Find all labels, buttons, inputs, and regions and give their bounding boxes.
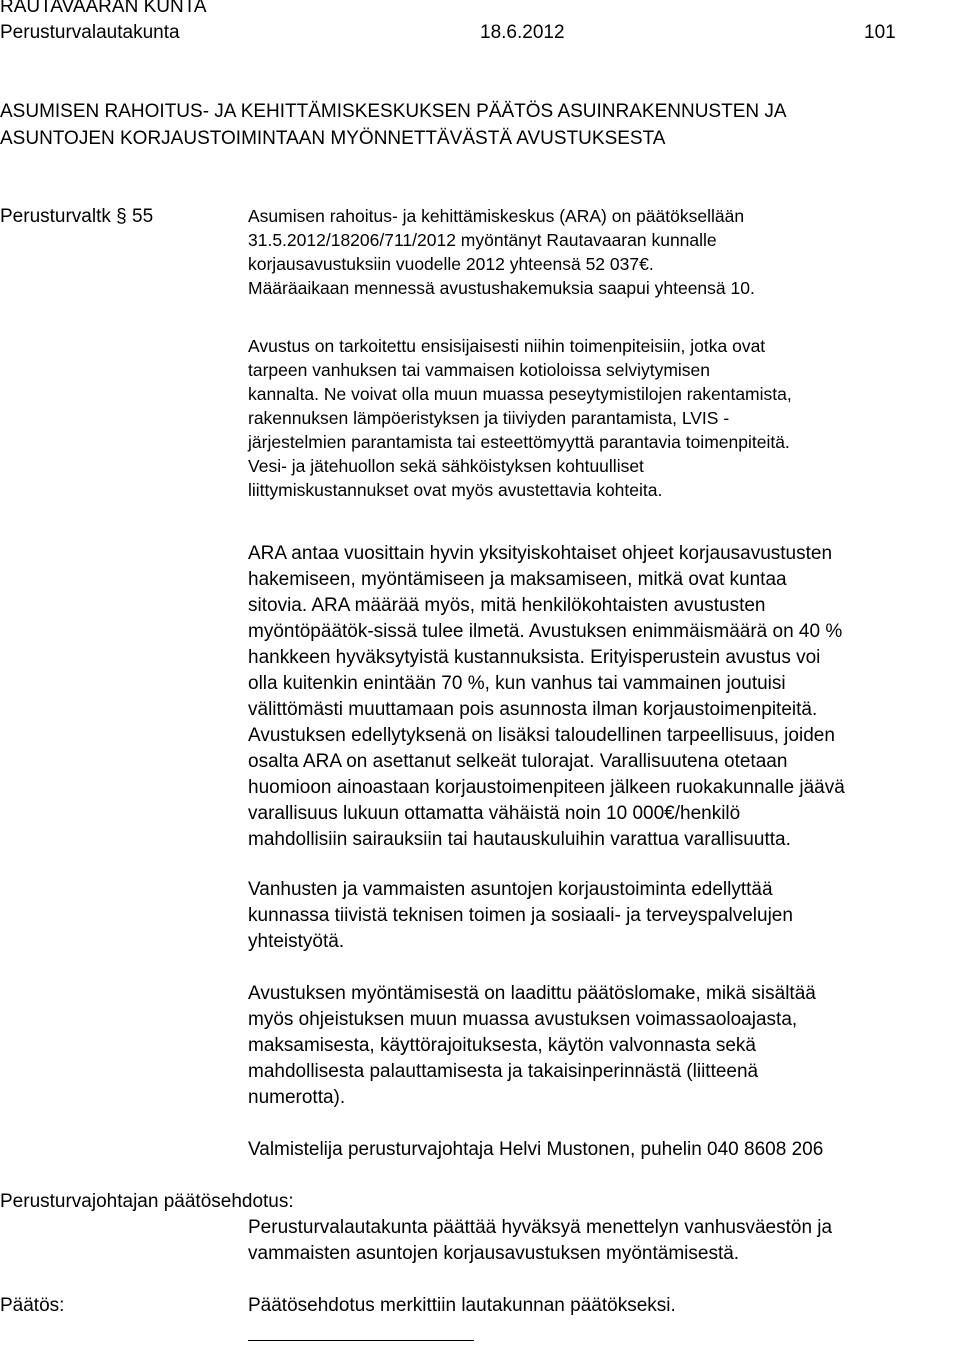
organization-name: RAUTAVAARAN KUNTA — [0, 0, 207, 17]
paragraph-cooperation — [248, 877, 960, 955]
text-line: kannalta. Ne voivat olla muun muassa peseytymistilojen rakentamista, — [248, 384, 792, 404]
text-line: Määräaikaan mennessä avustushakemuksia saapui yhteensä 10. — [248, 278, 755, 298]
text-line: yhteistyötä. — [248, 931, 345, 952]
text-line: tarpeen vanhuksen tai vammaisen kotioloissa selviytymisen — [248, 360, 711, 380]
paragraph-guidelines — [248, 541, 960, 853]
section-label: Perusturvaltk § 55 — [0, 206, 154, 227]
text-line: hakemiseen, myöntämiseen ja maksamiseen, mitkä ovat kuntaa — [248, 569, 787, 590]
text-line: korjausavustuksiin vuodelle 2012 yhteensä 52 037€. — [248, 254, 654, 274]
decision-label: Päätös: — [0, 1295, 65, 1316]
text-line: hankkeen hyväksytyistä kustannuksista. Erityisperustein avustus voi — [248, 647, 821, 668]
title-line: ASUMISEN RAHOITUS- JA KEHITTÄMISKESKUKSEN PÄÄTÖS ASUINRAKENNUSTEN JA — [0, 101, 787, 122]
text-line: numerotta). — [248, 1087, 346, 1108]
text-line: 31.5.2012/18206/711/2012 myöntänyt Rautavaaran kunnalle — [248, 230, 717, 250]
text-line: vammaisten asuntojen korjausavustuksen myöntämisestä. — [248, 1243, 740, 1264]
text-line: Avustuksen myöntämisestä on laadittu päätöslomake, mikä sisältää — [248, 983, 816, 1004]
board-name: Perusturvalautakunta — [0, 22, 180, 43]
text-line: huomioon ainoastaan korjaustoimenpiteen jälkeen ruokakunnalle jäävä — [248, 777, 845, 798]
signature-line — [248, 1340, 474, 1341]
text-line: sitovia. ARA määrää myös, mitä henkilökohtaisten avustusten — [248, 595, 766, 616]
text-line: rakennuksen lämpöeristyksen ja tiiviyden parantamista, LVIS - — [248, 408, 730, 428]
text-line: Vesi- ja jätehuollon sekä sähköistyksen kohtuulliset — [248, 456, 644, 476]
paragraph-decision-form — [248, 981, 960, 1111]
meeting-date: 18.6.2012 — [480, 22, 565, 43]
text-line: Vanhusten ja vammaisten asuntojen korjaustoiminta edellyttää — [248, 879, 773, 900]
text-line: kunnassa tiivistä teknisen toimen ja sosiaali- ja terveyspalvelujen — [248, 905, 793, 926]
preparer-line: Valmistelija perusturvajohtaja Helvi Mustonen, puhelin 040 8608 206 — [248, 1139, 824, 1160]
text-line: Perusturvalautakunta päättää hyväksyä menettelyn vanhusväestön ja — [248, 1217, 833, 1238]
title-line: ASUNTOJEN KORJAUSTOIMINTAAN MYÖNNETTÄVÄSTÄ AVUSTUKSESTA — [0, 128, 666, 149]
text-line: liittymiskustannukset ovat myös avustettavia kohteita. — [248, 480, 663, 500]
text-line: osalta ARA on asettanut selkeät tulorajat. Varallisuutena otetaan — [248, 751, 788, 772]
decision-text: Päätösehdotus merkittiin lautakunnan päätökseksi. — [248, 1295, 676, 1316]
text-line: Avustuksen edellytyksenä on lisäksi taloudellinen tarpeellisuus, joiden — [248, 725, 835, 746]
proposal-text — [248, 1215, 960, 1267]
text-line: ARA antaa vuosittain hyvin yksityiskohtaiset ohjeet korjausavustusten — [248, 543, 833, 564]
text-line: mahdollisesta palauttamisesta ja takaisinperinnästä (liitteenä — [248, 1061, 759, 1082]
text-line: Asumisen rahoitus- ja kehittämiskeskus (ARA) on päätöksellään — [248, 206, 745, 226]
intro-paragraph — [248, 204, 960, 300]
page-number: 101 — [864, 22, 896, 43]
text-line: maksamisesta, käyttörajoituksesta, käytön valvonnasta sekä — [248, 1035, 756, 1056]
paragraph-purpose — [248, 334, 960, 502]
text-line: järjestelmien parantamista tai esteettömyyttä parantavia toimenpiteitä. — [248, 432, 790, 452]
text-line: myös ohjeistuksen muun muassa avustuksen voimassaoloajasta, — [248, 1009, 798, 1030]
text-line: Avustus on tarkoitettu ensisijaisesti niihin toimenpiteisiin, jotka ovat — [248, 336, 766, 356]
text-line: varallisuus lukuun ottamatta vähäistä noin 10 000€/henkilö — [248, 803, 741, 824]
proposal-label: Perusturvajohtajan päätösehdotus: — [0, 1191, 294, 1212]
document-title — [0, 98, 787, 152]
text-line: myöntöpäätök-sissä tulee ilmetä. Avustuksen enimmäismäärä on 40 % — [248, 621, 843, 642]
text-line: mahdollisiin sairauksiin tai hautauskuluihin varattua varallisuutta. — [248, 829, 791, 850]
text-line: olla kuitenkin enintään 70 %, kun vanhus tai vammainen joutuisi — [248, 673, 786, 694]
text-line: välittömästi muuttamaan pois asunnosta ilman korjaustoimenpiteitä. — [248, 699, 818, 720]
